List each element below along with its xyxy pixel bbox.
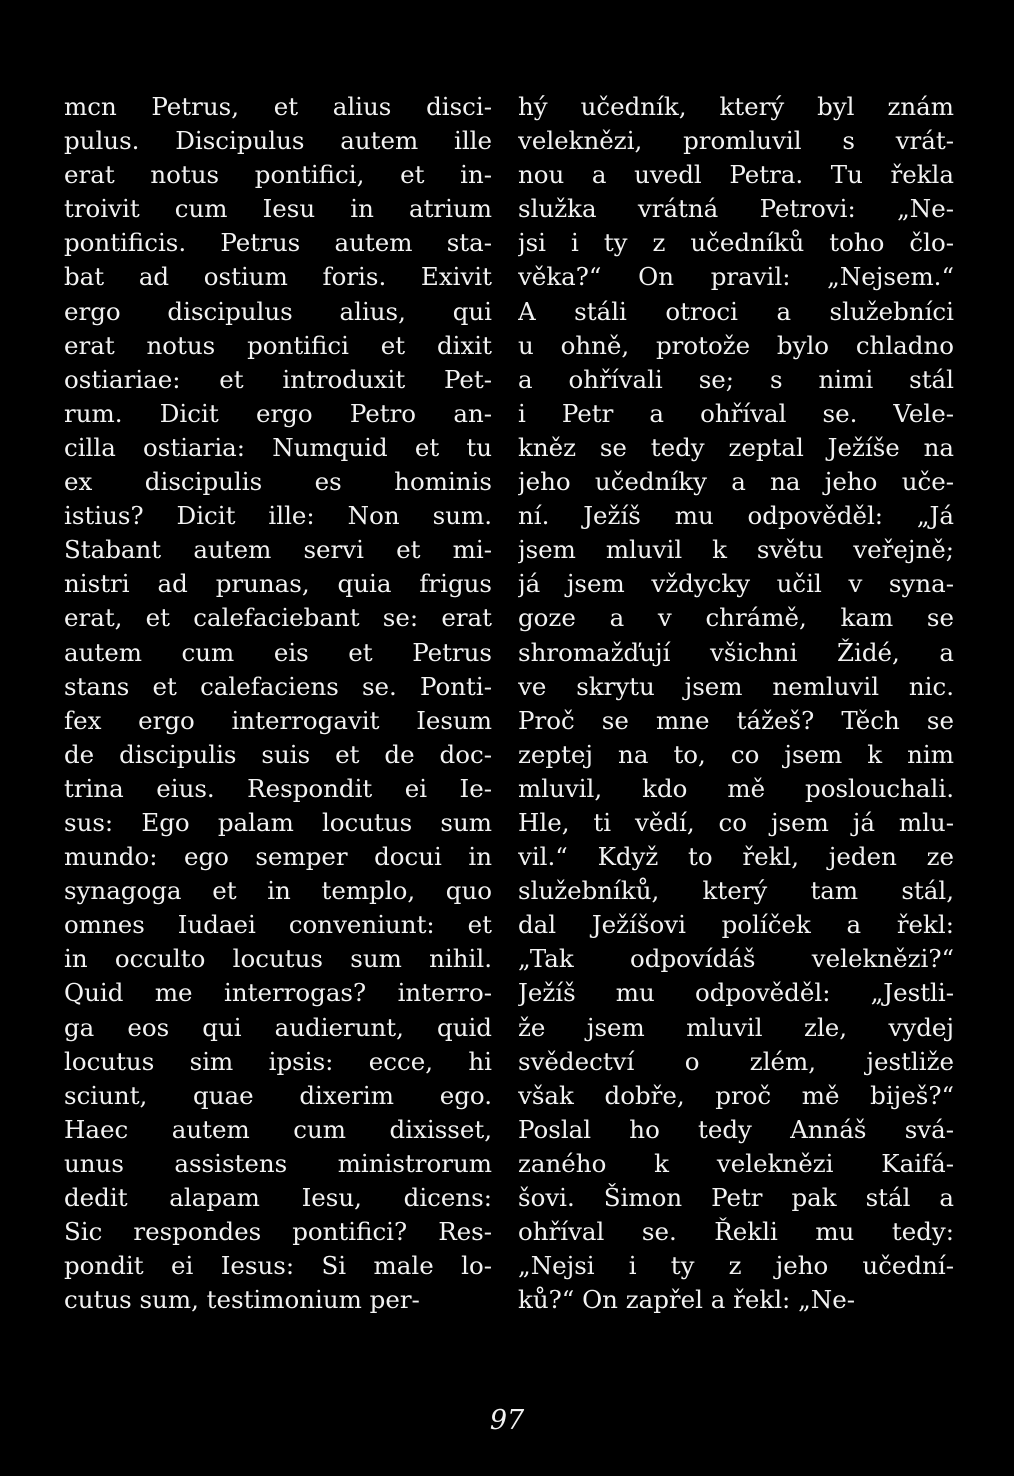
text-line: mluvil, kdo mě poslouchali. (518, 773, 954, 803)
text-line: Hle, ti vědí, co jsem já mlu- (518, 807, 954, 837)
text-line: istius? Dicit ille: Non sum. (64, 501, 492, 531)
text-line: kněz se tedy zeptal Ježíše na (518, 432, 954, 462)
text-line: Proč se mne tážeš? Těch se (518, 705, 954, 735)
text-line: věka?“ On pravil: „Nejsem.“ (518, 262, 954, 292)
text-line: fex ergo interrogavit Iesum (64, 705, 492, 735)
text-line: unus assistens ministrorum (64, 1148, 492, 1178)
text-line: jsi i ty z učedníků toho člo- (518, 228, 954, 258)
text-line: služka vrátná Petrovi: „Ne- (518, 194, 954, 224)
text-line: autem cum eis et Petrus (64, 637, 492, 667)
text-line: erat notus pontifici, et in- (64, 160, 492, 190)
text-line: jeho učedníky a na jeho uče- (518, 467, 954, 497)
text-line: Haec autem cum dixisset, (64, 1114, 492, 1144)
text-line: nistri ad prunas, quia frigus (64, 569, 492, 599)
text-line: sus: Ego palam locutus sum (64, 807, 492, 837)
text-line: bat ad ostium foris. Exivit (64, 262, 492, 292)
text-line: erat, et calefaciebant se: erat (64, 603, 492, 633)
text-line: a ohřívali se; s nimi stál (518, 364, 954, 394)
text-line: „Nejsi i ty z jeho učední- (518, 1251, 954, 1281)
text-line: nou a uvedl Petra. Tu řekla (518, 160, 954, 190)
text-line: hý učedník, který byl znám (518, 92, 954, 121)
text-line: stans et calefaciens se. Ponti- (64, 671, 492, 701)
text-line: rum. Dicit ergo Petro an- (64, 398, 492, 428)
text-line: „Tak odpovídáš veleknězi?“ (518, 944, 954, 974)
text-line: cilla ostiaria: Numquid et tu (64, 432, 492, 462)
text-line: trina eius. Respondit ei Ie- (64, 773, 492, 803)
latin-text-column (64, 90, 492, 1317)
text-line: Quid me interrogas? interro- (64, 978, 492, 1008)
text-line: já jsem vždycky učil v syna- (518, 569, 954, 599)
text-line: u ohně, protože bylo chladno (518, 330, 954, 360)
text-line: mcn Petrus, et alius disci- (64, 92, 492, 121)
text-line: pondit ei Iesus: Si male lo- (64, 1251, 492, 1281)
text-line: šovi. Šimon Petr pak stál a (518, 1183, 954, 1212)
text-line: erat notus pontifici et dixit (64, 330, 492, 360)
text-line: vil.“ Když to řekl, jeden ze (518, 842, 954, 872)
text-line: in occulto locutus sum nihil. (64, 944, 492, 974)
text-line: pulus. Discipulus autem ille (64, 126, 492, 156)
czech-text-column (518, 90, 954, 1317)
text-line: ergo discipulus alius, qui (64, 296, 492, 326)
text-line: sciunt, quae dixerim ego. (64, 1080, 492, 1110)
text-line: omnes Iudaei conveniunt: et (64, 910, 492, 940)
text-line: A stáli otroci a služebníci (518, 296, 954, 326)
text-line: zeptej na to, co jsem k nim (518, 739, 954, 769)
text-line: zaného k veleknězi Kaifá- (518, 1148, 954, 1178)
text-line: že jsem mluvil zle, vydej (518, 1012, 954, 1042)
text-line: ní. Ježíš mu odpověděl: „Já (518, 501, 954, 531)
text-line: ga eos qui audierunt, quid (64, 1012, 492, 1042)
text-line: Ježíš mu odpověděl: „Jestli- (518, 978, 954, 1008)
text-line: ex discipulis es hominis (64, 467, 492, 497)
text-line: mundo: ego semper docui in (64, 842, 492, 872)
text-line: svědectví o zlém, jestliže (518, 1046, 954, 1076)
page-number: 97 (489, 1405, 525, 1436)
text-line: ků?“ On zapřel a řekl: „Ne- (518, 1285, 855, 1315)
text-line: dedit alapam Iesu, dicens: (64, 1183, 492, 1212)
text-line: Stabant autem servi et mi- (64, 535, 492, 565)
text-line: locutus sim ipsis: ecce, hi (64, 1046, 492, 1076)
text-line: ve skrytu jsem nemluvil nic. (518, 671, 954, 701)
text-line: ostiariae: et introduxit Pet- (64, 364, 492, 394)
text-line: Poslal ho tedy Annáš svá- (518, 1114, 954, 1144)
text-line: i Petr a ohříval se. Vele- (518, 398, 954, 428)
text-line: shromažďují všichni Židé, a (518, 637, 954, 667)
text-line: ohříval se. Řekli mu tedy: (518, 1217, 954, 1247)
text-line: synagoga et in templo, quo (64, 876, 492, 906)
text-line: veleknězi, promluvil s vrát- (518, 126, 954, 156)
text-line: jsem mluvil k světu veřejně; (518, 535, 954, 565)
text-line: služebníků, který tam stál, (518, 876, 954, 906)
text-line: goze a v chrámě, kam se (518, 603, 954, 633)
text-line: cutus sum, testimonium per- (64, 1285, 420, 1315)
text-line: troivit cum Iesu in atrium (64, 194, 492, 224)
text-line: Sic respondes pontifici? Res- (64, 1217, 492, 1247)
text-line: de discipulis suis et de doc- (64, 739, 492, 769)
text-line: pontificis. Petrus autem sta- (64, 228, 492, 258)
text-line: však dobře, proč mě biješ?“ (518, 1080, 954, 1110)
text-line: dal Ježíšovi políček a řekl: (518, 910, 954, 940)
